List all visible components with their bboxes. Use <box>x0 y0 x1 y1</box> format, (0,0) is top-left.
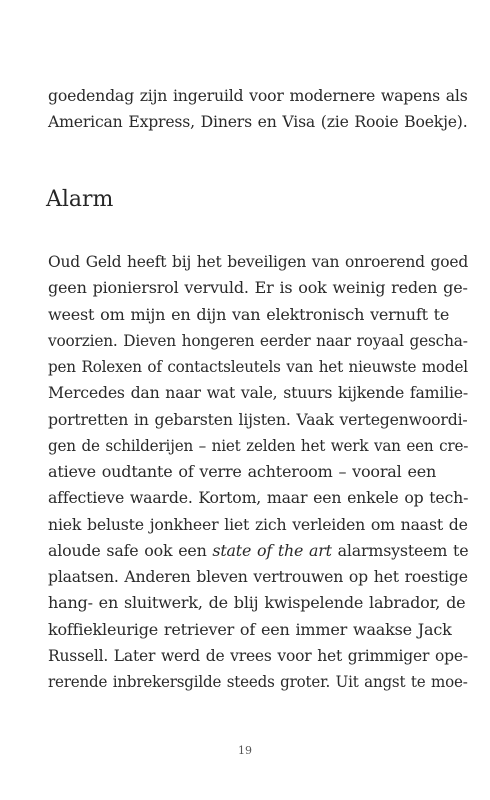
text-line: portretten in gebarsten lijsten. Vaak vertegenwoordi- <box>48 410 468 429</box>
page-number: 19 <box>238 744 252 757</box>
text-line: affectieve waarde. Kortom, maar een enkele op tech- <box>48 488 469 507</box>
text-line: geen pioniersrol vervuld. Er is ook weinig reden ge- <box>48 278 468 297</box>
text-line <box>48 541 468 561</box>
text-line: Oud Geld heeft bij het beveiligen van onroerend goed <box>48 252 469 271</box>
text-segment: aloude safe ook een <box>48 541 207 560</box>
text-line: gen de schilderijen – niet zelden het werk van een cre- <box>48 436 469 455</box>
text-line: pen Rolexen of contactsleutels van het nieuwste model <box>48 357 468 376</box>
section-heading: Alarm <box>46 187 114 212</box>
text-line: niek beluste jonkheer liet zich verleiden om naast de <box>48 515 468 534</box>
text-line: koffiekleurige retriever of een immer waakse Jack <box>48 620 452 639</box>
text-line: American Express, Diners en Visa (zie Rooie Boekje). <box>48 112 468 131</box>
text-line: Mercedes dan naar wat vale, stuurs kijkende familie- <box>48 383 469 402</box>
text-line: plaatsen. Anderen bleven vertrouwen op het roestige <box>48 567 468 586</box>
italic-phrase: state of the art <box>212 541 332 560</box>
text-line: hang- en sluitwerk, de blij kwispelende labrador, de <box>48 593 466 612</box>
text-line: goedendag zijn ingeruild voor modernere wapens als <box>48 86 468 105</box>
text-line: voorzien. Dieven hongeren eerder naar royaal gescha- <box>48 331 468 350</box>
text-segment: alarmsysteem te <box>337 541 469 560</box>
text-line: rerende inbrekersgilde steeds groter. Uit angst te moe- <box>48 672 468 691</box>
text-line: atieve oudtante of verre achteroom – vooral een <box>48 462 437 481</box>
text-line: Russell. Later werd de vrees voor het grimmiger ope- <box>48 646 468 665</box>
text-line: weest om mijn en dijn van elektronisch vernuft te <box>48 305 450 324</box>
